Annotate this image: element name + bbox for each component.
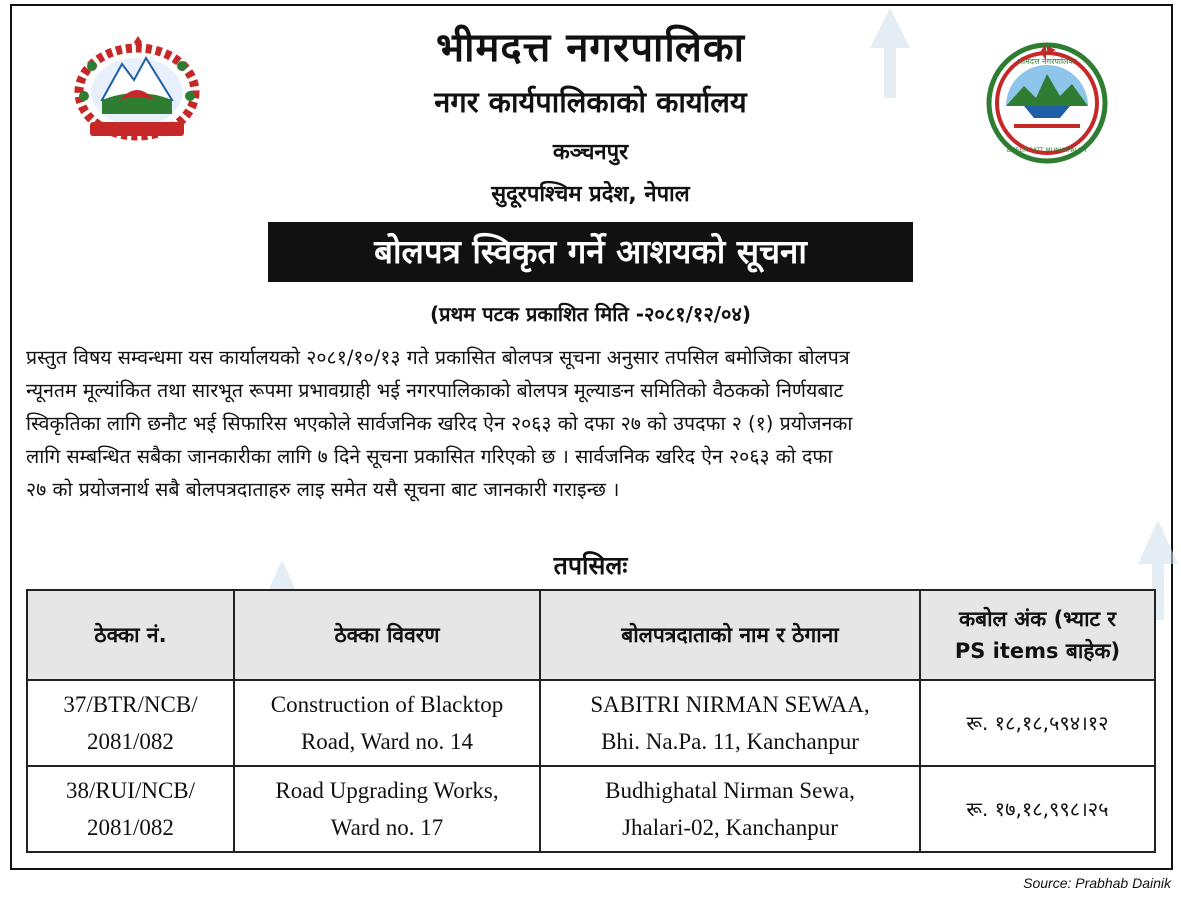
notice-body-line: न्यूनतम मूल्यांकित तथा सारभूत रूपमा प्रभावग्राही भई नगरपालिकाको बोलपत्र मूल्याङन समितिको वैठकको निर्णयबाट [26, 379, 844, 402]
publish-date: (प्रथम पटक प्रकाशित मिति -२०८१/१२/०४) [430, 302, 751, 326]
office-name: नगर कार्यपालिकाको कार्यालय [434, 85, 747, 119]
header-bidder: बोलपत्रदाताको नाम र ठेगाना [540, 590, 920, 680]
header-description: ठेक्का विवरण [234, 590, 540, 680]
cell-description: Construction of Blacktop Road, Ward no. 14 [234, 680, 540, 766]
table-header-row [27, 590, 1155, 680]
notice-body-line: २७ को प्रयोजनार्थ सबै बोलपत्रदाताहरु लाइ समेत यसै सूचना बाट जानकारी गराइन्छ । [26, 478, 620, 501]
source-credit: Source: Prabhab Dainik [1023, 875, 1171, 891]
header-contract-no: ठेक्का नं. [27, 590, 234, 680]
notice-body-line: लागि सम्बन्धित सबैका जानकारीका लागि ७ दिने सूचना प्रकासित गरिएको छ । सार्वजनिक खरिद ऐन २०६३ को दफा [26, 445, 833, 468]
org-name: भीमदत्त नगरपालिका [436, 25, 745, 71]
schedule-heading: तपसिलः [553, 551, 628, 580]
cell-bidder: SABITRI NIRMAN SEWAA, Bhi. Na.Pa. 11, Kanchanpur [540, 680, 920, 766]
cell-amount: रू. १८,१८,५९४।१२ [920, 680, 1155, 766]
logo-bottom-text: BHEEMDATT MUNICIPALITY [1006, 147, 1088, 154]
table-row [27, 766, 1155, 852]
award-table [26, 589, 1156, 853]
province-name: सुदूरपश्चिम प्रदेश, नेपाल [491, 182, 690, 207]
notice-body-line: स्विकृतिका लागि छनौट भई सिफारिस भएकोले सार्वजनिक खरिद ऐन २०६३ को दफा २७ को उपदफा २ (१) प्रयोजनका [26, 412, 853, 435]
district-name: कञ्चनपुर [552, 140, 629, 165]
cell-contract-no: 37/BTR/NCB/ 2081/082 [27, 680, 234, 766]
cell-contract-no: 38/RUI/NCB/ 2081/082 [27, 766, 234, 852]
notice-title: बोलपत्र स्विकृत गर्ने आशयको सूचना [268, 222, 913, 282]
header-amount: कबोल अंक (भ्याट र PS items बाहेक) [920, 590, 1155, 680]
table-row [27, 680, 1155, 766]
cell-amount: रू. १७,१८,९९८।२५ [920, 766, 1155, 852]
notice-body [26, 341, 1154, 506]
notice-body-line: प्रस्तुत विषय सम्वन्धमा यस कार्यालयको २०८१/१०/१३ गते प्रकासित बोलपत्र सूचना अनुसार तपसिल बमोजिका बोलपत्र [26, 346, 850, 369]
logo-top-text: भीमदत्त नगरपालिका [1017, 57, 1077, 66]
cell-bidder: Budhighatal Nirman Sewa, Jhalari-02, Kanchanpur [540, 766, 920, 852]
cell-description: Road Upgrading Works, Ward no. 17 [234, 766, 540, 852]
